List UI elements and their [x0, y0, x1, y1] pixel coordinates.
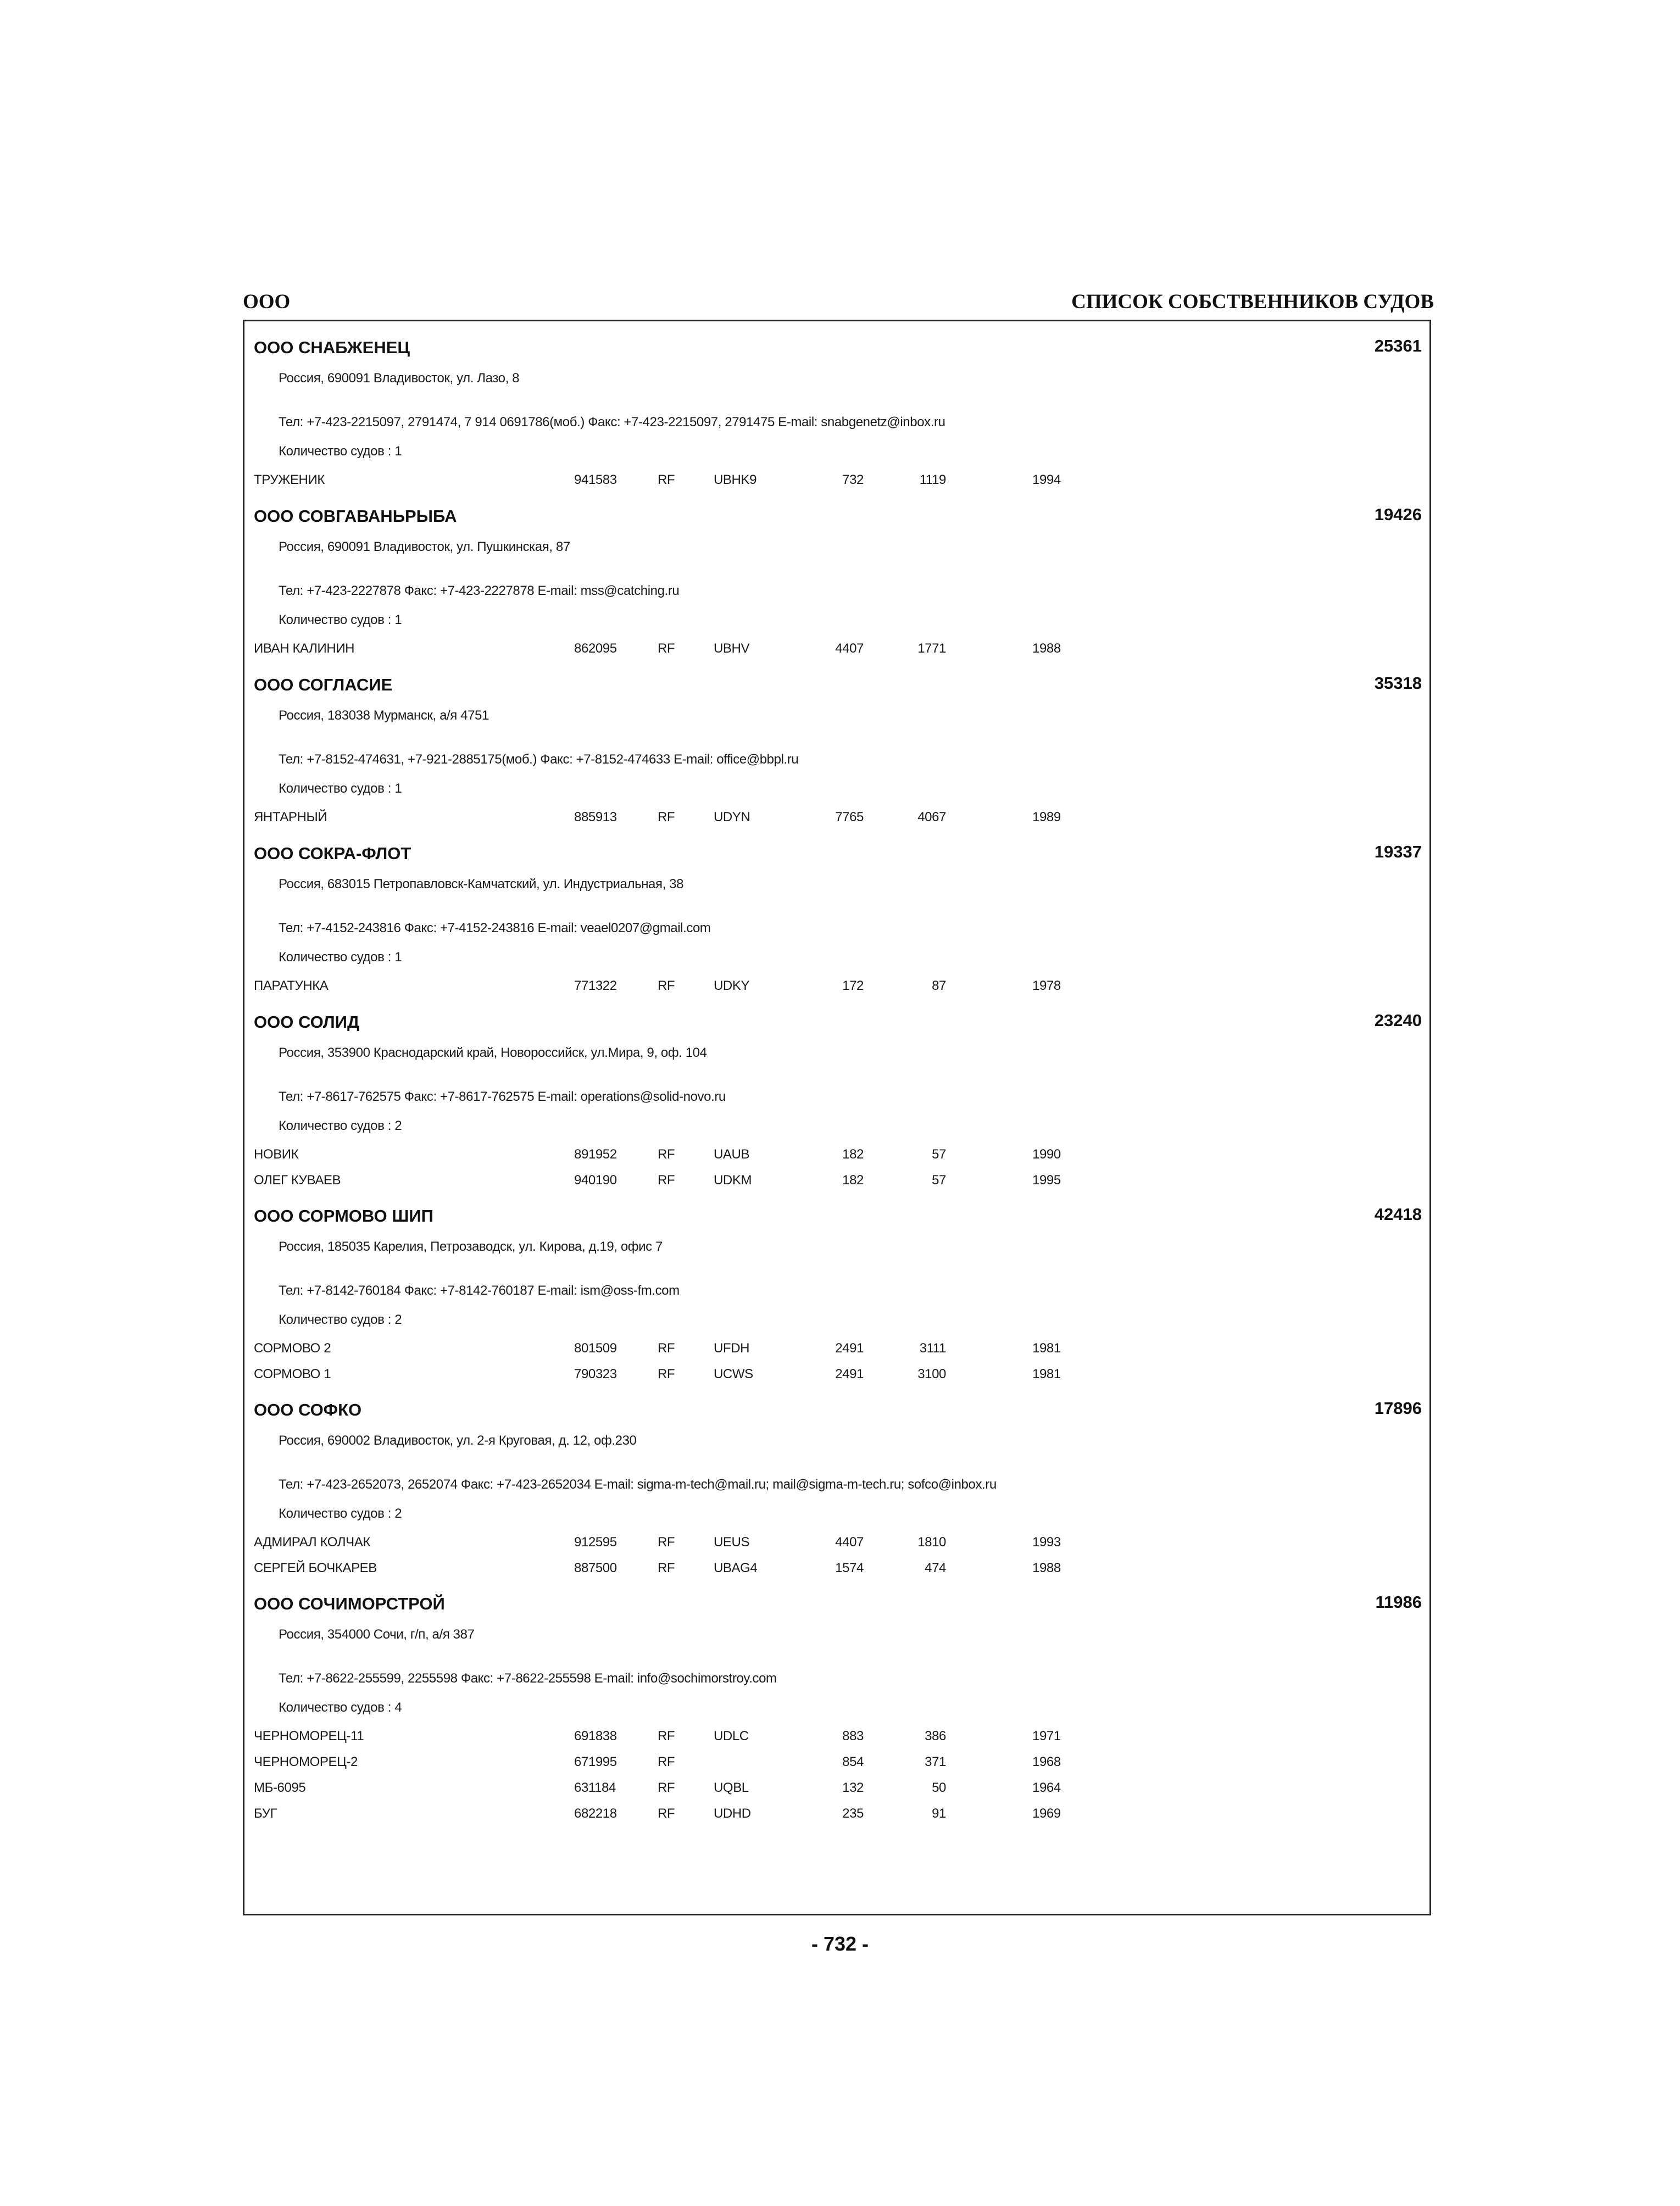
vessel-flag: RF: [658, 1341, 675, 1356]
vessel-row: [244, 1754, 1429, 1776]
vessel-row: [244, 1780, 1429, 1802]
company-name: ООО СОФКО: [254, 1400, 362, 1419]
vessel-year: 1994: [1032, 472, 1061, 487]
vessel-row: [244, 1535, 1429, 1557]
vessel-dw: 57: [932, 1147, 946, 1162]
vessel-dw: 50: [932, 1780, 946, 1795]
vessel-number: 771322: [574, 978, 617, 993]
company-address: Россия, 690091 Владивосток, ул. Лазо, 8: [279, 371, 520, 386]
vessel-count: Количество судов : 2: [279, 1118, 402, 1133]
page-number: - 732 -: [811, 1932, 869, 1955]
vessel-flag: RF: [658, 1367, 675, 1381]
company-id: 25361: [1374, 336, 1422, 355]
vessel-dw: 3111: [919, 1341, 946, 1356]
vessel-row: [244, 472, 1429, 494]
vessel-number: 691838: [574, 1729, 617, 1743]
vessel-year: 1968: [1032, 1754, 1061, 1769]
company-name: ООО СОЛИД: [254, 1012, 360, 1032]
company-id: 23240: [1374, 1011, 1422, 1030]
vessel-dw: 3100: [917, 1367, 946, 1381]
vessel-row: [244, 1806, 1429, 1828]
vessel-gt: 854: [842, 1754, 864, 1769]
company-name: ООО СОВГАВАНЬРЫБА: [254, 506, 457, 526]
vessel-year: 1990: [1032, 1147, 1061, 1162]
page-header: [243, 286, 1434, 319]
company-name: ООО СОКРА-ФЛОТ: [254, 844, 411, 863]
company-contacts: Тел: +7-4152-243816 Факс: +7-4152-243816 E-mail: veael0207@gmail.com: [279, 921, 711, 935]
company-id: 11986: [1375, 1592, 1422, 1612]
vessel-number: 940190: [574, 1173, 617, 1188]
company-name: ООО СОЧИМОРСТРОЙ: [254, 1594, 445, 1613]
vessel-dw: 57: [932, 1173, 946, 1188]
vessel-number: 885913: [574, 810, 617, 825]
vessel-flag: RF: [658, 641, 675, 656]
vessel-year: 1981: [1032, 1367, 1061, 1381]
vessel-count: Количество судов : 1: [279, 781, 402, 796]
vessel-number: 790323: [574, 1367, 617, 1381]
vessel-dw: 1771: [917, 641, 946, 656]
company-name: ООО СОРМОВО ШИП: [254, 1206, 433, 1225]
company-id: 17896: [1374, 1399, 1422, 1418]
vessel-flag: RF: [658, 810, 675, 825]
vessel-number: 862095: [574, 641, 617, 656]
vessel-row: [244, 810, 1429, 832]
vessel-name: ПАРАТУНКА: [254, 978, 329, 993]
vessel-dw: 91: [932, 1806, 946, 1821]
vessel-dw: 1810: [917, 1535, 946, 1550]
vessel-flag: RF: [658, 1729, 675, 1743]
vessel-number: 631184: [574, 1780, 616, 1795]
vessel-year: 1995: [1032, 1173, 1061, 1188]
company-address: Россия, 354000 Сочи, г/п, а/я 387: [279, 1627, 475, 1642]
vessel-flag: RF: [658, 1173, 675, 1188]
vessel-callsign: UAUB: [714, 1147, 750, 1162]
company-name: ООО СОГЛАСИЕ: [254, 675, 393, 694]
vessel-gt: 883: [842, 1729, 864, 1743]
vessel-callsign: UEUS: [714, 1535, 750, 1550]
vessel-gt: 7765: [835, 810, 864, 825]
vessel-count: Количество судов : 1: [279, 950, 402, 965]
vessel-year: 1988: [1032, 1561, 1061, 1575]
vessel-gt: 182: [842, 1147, 864, 1162]
vessel-year: 1964: [1032, 1780, 1061, 1795]
vessel-callsign: UCWS: [714, 1367, 753, 1381]
vessel-name: ОЛЕГ КУВАЕВ: [254, 1173, 341, 1188]
vessel-row: [244, 978, 1429, 1000]
vessel-callsign: UDKY: [714, 978, 750, 993]
vessel-flag: RF: [658, 1806, 675, 1821]
vessel-dw: 4067: [917, 810, 946, 825]
company-contacts: Тел: +7-423-2227878 Факс: +7-423-2227878 E-mail: mss@catching.ru: [279, 583, 680, 598]
company-list-frame: [243, 320, 1431, 1915]
vessel-name: СЕРГЕЙ БОЧКАРЕВ: [254, 1561, 377, 1575]
vessel-name: ЯНТАРНЫЙ: [254, 810, 327, 825]
vessel-number: 891952: [574, 1147, 617, 1162]
vessel-callsign: UBHV: [714, 641, 750, 656]
vessel-name: ЧЕРНОМОРЕЦ-2: [254, 1754, 358, 1769]
vessel-flag: RF: [658, 1147, 675, 1162]
vessel-gt: 2491: [835, 1341, 864, 1356]
vessel-name: НОВИК: [254, 1147, 299, 1162]
vessel-gt: 235: [842, 1806, 864, 1821]
company-contacts: Тел: +7-8142-760184 Факс: +7-8142-760187 E-mail: ism@oss-fm.com: [279, 1283, 680, 1298]
vessel-dw: 474: [925, 1561, 946, 1575]
company-address: Россия, 183038 Мурманск, а/я 4751: [279, 708, 489, 723]
vessel-name: СОРМОВО 2: [254, 1341, 331, 1356]
vessel-gt: 4407: [835, 1535, 864, 1550]
vessel-callsign: UQBL: [714, 1780, 749, 1795]
vessel-gt: 182: [842, 1173, 864, 1188]
vessel-callsign: UDHD: [714, 1806, 751, 1821]
vessel-year: 1988: [1032, 641, 1061, 656]
vessel-flag: RF: [658, 1780, 675, 1795]
vessel-dw: 87: [932, 978, 946, 993]
vessel-callsign: UFDH: [714, 1341, 750, 1356]
vessel-number: 887500: [574, 1561, 617, 1575]
vessel-flag: RF: [658, 1535, 675, 1550]
vessel-gt: 732: [842, 472, 864, 487]
company-contacts: Тел: +7-8617-762575 Факс: +7-8617-762575 E-mail: operations@solid-novo.ru: [279, 1089, 726, 1104]
company-contacts: Тел: +7-8152-474631, +7-921-2885175(моб.) Факс: +7-8152-474633 E-mail: office@bbpl.ru: [279, 752, 799, 767]
vessel-callsign: UDYN: [714, 810, 750, 825]
vessel-row: [244, 641, 1429, 663]
vessel-row: [244, 1729, 1429, 1751]
vessel-callsign: UDLC: [714, 1729, 749, 1743]
vessel-year: 1993: [1032, 1535, 1061, 1550]
vessel-name: МБ-6095: [254, 1780, 306, 1795]
vessel-count: Количество судов : 2: [279, 1506, 402, 1521]
vessel-count: Количество судов : 4: [279, 1700, 402, 1715]
vessel-row: [244, 1341, 1429, 1363]
vessel-number: 941583: [574, 472, 617, 487]
vessel-flag: RF: [658, 1754, 675, 1769]
vessel-flag: RF: [658, 472, 675, 487]
vessel-gt: 132: [842, 1780, 864, 1795]
company-contacts: Тел: +7-423-2652073, 2652074 Факс: +7-423-2652034 E-mail: sigma-m-tech@mail.ru; mail@sigma-m-tech.ru; sofco@inbox.ru: [279, 1477, 997, 1492]
section-title: ООО: [243, 291, 291, 313]
vessel-dw: 371: [925, 1754, 946, 1769]
vessel-name: БУГ: [254, 1806, 277, 1821]
vessel-name: ИВАН КАЛИНИН: [254, 641, 355, 656]
vessel-year: 1989: [1032, 810, 1061, 825]
company-address: Россия, 185035 Карелия, Петрозаводск, ул. Кирова, д.19, офис 7: [279, 1239, 663, 1254]
vessel-flag: RF: [658, 1561, 675, 1575]
company-id: 19337: [1374, 842, 1422, 861]
vessel-count: Количество судов : 1: [279, 444, 402, 459]
company-address: Россия, 353900 Краснодарский край, Новороссийск, ул.Мира, 9, оф. 104: [279, 1045, 707, 1060]
company-id: 35318: [1374, 673, 1422, 693]
vessel-gt: 1574: [835, 1561, 864, 1575]
vessel-row: [244, 1147, 1429, 1169]
vessel-year: 1971: [1032, 1729, 1061, 1743]
company-address: Россия, 690002 Владивосток, ул. 2-я Круговая, д. 12, оф.230: [279, 1433, 637, 1448]
vessel-callsign: UBAG4: [714, 1561, 758, 1575]
company-address: Россия, 690091 Владивосток, ул. Пушкинская, 87: [279, 539, 570, 554]
company-address: Россия, 683015 Петропавловск-Камчатский, ул. Индустриальная, 38: [279, 877, 684, 892]
vessel-row: [244, 1367, 1429, 1389]
vessel-gt: 2491: [835, 1367, 864, 1381]
vessel-callsign: UDKM: [714, 1173, 752, 1188]
vessel-callsign: UBHK9: [714, 472, 757, 487]
vessel-number: 801509: [574, 1341, 617, 1356]
company-id: 42418: [1374, 1205, 1422, 1224]
company-contacts: Тел: +7-8622-255599, 2255598 Факс: +7-8622-255598 E-mail: info@sochimorstroy.com: [279, 1671, 777, 1686]
company-contacts: Тел: +7-423-2215097, 2791474, 7 914 0691786(моб.) Факс: +7-423-2215097, 2791475 E-mail: snabgenetz@inbox.ru: [279, 415, 945, 430]
vessel-year: 1978: [1032, 978, 1061, 993]
vessel-year: 1981: [1032, 1341, 1061, 1356]
vessel-count: Количество судов : 1: [279, 612, 402, 627]
catalog-title: СПИСОК СОБСТВЕННИКОВ СУДОВ: [1071, 291, 1434, 313]
vessel-row: [244, 1173, 1429, 1195]
company-id: 19426: [1374, 505, 1422, 524]
vessel-name: ЧЕРНОМОРЕЦ-11: [254, 1729, 364, 1743]
vessel-dw: 386: [925, 1729, 946, 1743]
vessel-number: 912595: [574, 1535, 617, 1550]
vessel-number: 671995: [574, 1754, 617, 1769]
vessel-name: ТРУЖЕНИК: [254, 472, 325, 487]
vessel-gt: 172: [842, 978, 864, 993]
vessel-count: Количество судов : 2: [279, 1312, 402, 1327]
vessel-name: СОРМОВО 1: [254, 1367, 331, 1381]
vessel-row: [244, 1561, 1429, 1583]
vessel-gt: 4407: [835, 641, 864, 656]
vessel-name: АДМИРАЛ КОЛЧАК: [254, 1535, 370, 1550]
vessel-number: 682218: [574, 1806, 617, 1821]
vessel-year: 1969: [1032, 1806, 1061, 1821]
vessel-dw: 1119: [919, 472, 946, 487]
vessel-flag: RF: [658, 978, 675, 993]
company-name: ООО СНАБЖЕНЕЦ: [254, 338, 410, 357]
